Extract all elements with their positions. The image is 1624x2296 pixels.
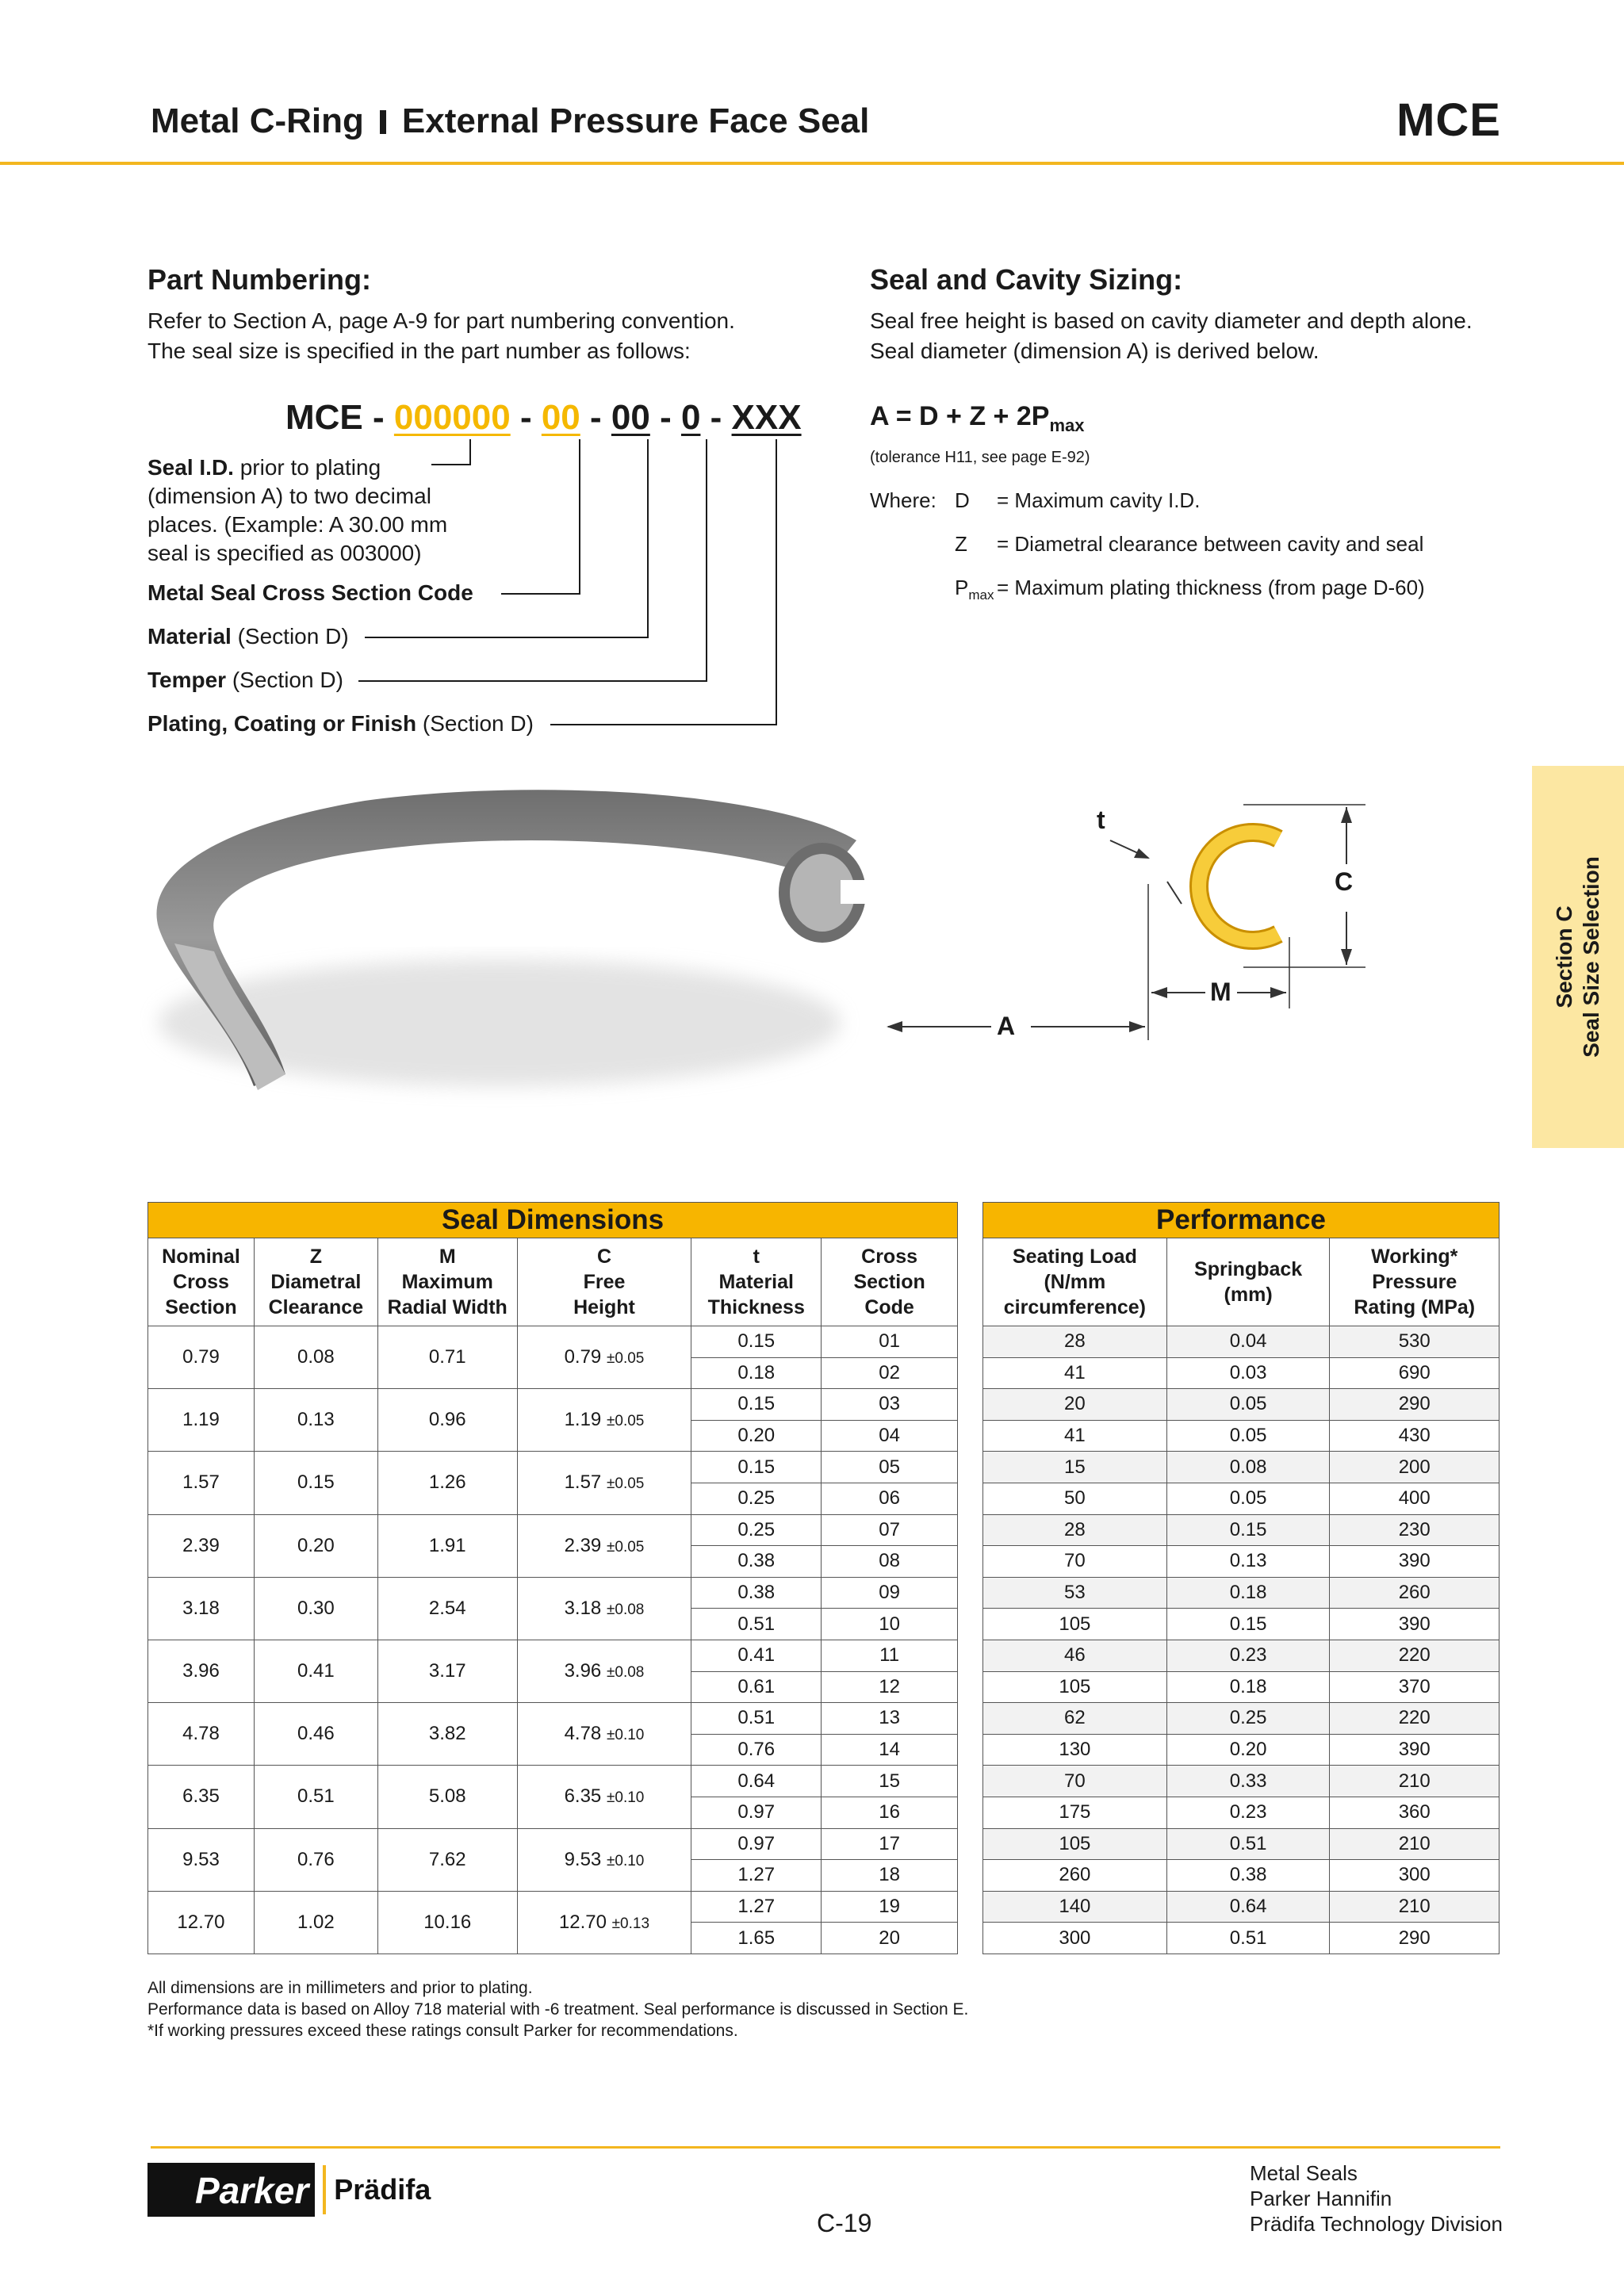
- pressure-rating-cell: 400: [1330, 1483, 1500, 1514]
- seating-load-cell: 28: [983, 1514, 1167, 1546]
- part-numbering-heading: Part Numbering:: [147, 263, 372, 296]
- thickness-cell: 0.20: [691, 1420, 822, 1452]
- c-cell: 2.39 ±0.05: [517, 1514, 691, 1577]
- column-header-top: M: [439, 1246, 456, 1268]
- code-cell: 19: [822, 1891, 958, 1923]
- springback-cell: 0.18: [1166, 1577, 1330, 1609]
- material-label-ref: (Section D): [231, 624, 349, 649]
- column-header-bottom: Maximum Radial Width: [387, 1271, 508, 1318]
- pressure-rating-cell: 360: [1330, 1797, 1500, 1828]
- footer-division: [1250, 2160, 1503, 2237]
- c-cell: 0.79 ±0.05: [517, 1326, 691, 1389]
- table-notes: [147, 1977, 968, 2042]
- code-cell: 14: [822, 1734, 958, 1766]
- column-header: [822, 1238, 958, 1326]
- code-cell: 15: [822, 1766, 958, 1797]
- sizing-intro-line: Seal diameter (dimension A) is derived below.: [870, 339, 1320, 363]
- seal-id-text: (dimension A) to two decimal: [147, 484, 431, 508]
- nominal-cell: 1.57: [148, 1452, 255, 1514]
- seating-load-cell: 70: [983, 1546, 1167, 1578]
- pressure-rating-cell: 430: [1330, 1420, 1500, 1452]
- cross-section-label: [147, 579, 473, 607]
- tolerance: ±0.08: [606, 1664, 645, 1682]
- logo-sub: Prädifa: [334, 2173, 431, 2206]
- z-cell: 0.08: [254, 1326, 377, 1389]
- springback-cell: 0.18: [1166, 1671, 1330, 1703]
- plating-label: [147, 710, 534, 738]
- table-row: [148, 1640, 958, 1671]
- seating-load-cell: 46: [983, 1640, 1167, 1671]
- seating-load-cell: 140: [983, 1891, 1167, 1923]
- pressure-rating-cell: 530: [1330, 1326, 1500, 1358]
- table-row: [148, 1326, 958, 1358]
- m-cell: 0.71: [377, 1326, 517, 1389]
- formula-subscript: max: [1049, 415, 1085, 435]
- thickness-cell: 0.61: [691, 1671, 822, 1703]
- note-line: All dimensions are in millimeters and prior to plating.: [147, 1979, 533, 1997]
- thickness-cell: 0.25: [691, 1514, 822, 1546]
- z-cell: 0.20: [254, 1514, 377, 1577]
- pn-material: 00: [611, 398, 650, 437]
- table-row: [983, 1734, 1500, 1766]
- thickness-cell: 0.97: [691, 1828, 822, 1860]
- springback-cell: 0.05: [1166, 1420, 1330, 1452]
- code-cell: 07: [822, 1514, 958, 1546]
- z-cell: 0.41: [254, 1640, 377, 1702]
- sizing-intro-line: Seal free height is based on cavity diameter and depth alone.: [870, 308, 1473, 333]
- table-row: [148, 1828, 958, 1860]
- seating-load-cell: 62: [983, 1703, 1167, 1735]
- springback-cell: 0.23: [1166, 1640, 1330, 1671]
- column-header: [691, 1238, 822, 1326]
- column-header: [377, 1238, 517, 1326]
- z-cell: 0.30: [254, 1577, 377, 1640]
- m-cell: 1.91: [377, 1514, 517, 1577]
- temper-label-ref: (Section D): [226, 668, 343, 692]
- code-cell: 18: [822, 1860, 958, 1892]
- code-cell: 05: [822, 1452, 958, 1483]
- springback-cell: 0.64: [1166, 1891, 1330, 1923]
- code-cell: 17: [822, 1828, 958, 1860]
- performance-table: [982, 1202, 1500, 1954]
- column-header-top: C: [596, 1246, 611, 1268]
- code-cell: 01: [822, 1326, 958, 1358]
- pn-temper: 0: [680, 398, 701, 437]
- d-definition: = Maximum cavity I.D.: [997, 488, 1201, 512]
- pressure-rating-cell: 390: [1330, 1609, 1500, 1640]
- c-cell: 1.57 ±0.05: [517, 1452, 691, 1514]
- table-row: [983, 1514, 1500, 1546]
- thickness-cell: 0.51: [691, 1609, 822, 1640]
- springback-cell: 0.08: [1166, 1452, 1330, 1483]
- m-cell: 7.62: [377, 1828, 517, 1891]
- springback-cell: 0.25: [1166, 1703, 1330, 1735]
- table-row: [983, 1766, 1500, 1797]
- springback-cell: 0.51: [1166, 1828, 1330, 1860]
- column-header: Working* Pressure Rating (MPa): [1330, 1238, 1500, 1326]
- seating-load-cell: 105: [983, 1828, 1167, 1860]
- label-a: A: [997, 1012, 1016, 1040]
- p-subscript: max: [968, 587, 994, 603]
- nominal-cell: 9.53: [148, 1828, 255, 1891]
- pn-dash: -: [510, 398, 542, 437]
- code-cell: 02: [822, 1357, 958, 1389]
- springback-cell: 0.15: [1166, 1514, 1330, 1546]
- column-header-top: Z: [309, 1246, 322, 1268]
- thickness-cell: 0.18: [691, 1357, 822, 1389]
- code-cell: 06: [822, 1483, 958, 1514]
- pn-plating: XXX: [731, 398, 802, 437]
- m-cell: 1.26: [377, 1452, 517, 1514]
- table-row: [983, 1420, 1500, 1452]
- seal-id-text: places. (Example: A 30.00 mm: [147, 512, 448, 537]
- pressure-rating-cell: 220: [1330, 1703, 1500, 1735]
- tolerance: ±0.10: [606, 1852, 645, 1869]
- table-row: [983, 1891, 1500, 1923]
- footer-line: Parker Hannifin: [1250, 2187, 1392, 2210]
- code-cell: 13: [822, 1703, 958, 1735]
- side-tab-line: Section C: [1552, 905, 1576, 1008]
- tolerance: ±0.13: [611, 1915, 650, 1932]
- nominal-cell: 3.96: [148, 1640, 255, 1702]
- c-cell: 4.78 ±0.10: [517, 1703, 691, 1766]
- code-cell: 16: [822, 1797, 958, 1828]
- product-code: MCE: [1396, 94, 1501, 146]
- table-row: [148, 1891, 958, 1923]
- c-cell: 1.19 ±0.05: [517, 1389, 691, 1452]
- seating-load-cell: 15: [983, 1452, 1167, 1483]
- table-row: [983, 1546, 1500, 1578]
- material-label-bold: Material: [147, 624, 232, 649]
- label-m: M: [1210, 978, 1231, 1006]
- column-header-bottom: Cross Section: [165, 1271, 237, 1318]
- p-symbol: [955, 576, 994, 603]
- table-row: [983, 1609, 1500, 1640]
- tolerance: ±0.05: [606, 1538, 645, 1556]
- where-label: Where:: [870, 488, 936, 512]
- thickness-cell: 0.15: [691, 1389, 822, 1421]
- column-header-bottom: Material Thickness: [707, 1271, 805, 1318]
- springback-cell: 0.05: [1166, 1483, 1330, 1514]
- parker-logo: [147, 2163, 431, 2217]
- c-cell: 9.53 ±0.10: [517, 1828, 691, 1891]
- z-cell: 0.46: [254, 1703, 377, 1766]
- column-header-bottom: Section Code: [853, 1271, 925, 1318]
- table-row: [983, 1860, 1500, 1892]
- seating-load-cell: 300: [983, 1923, 1167, 1954]
- table-row: [983, 1577, 1500, 1609]
- seal-dimensions-title: Seal Dimensions: [148, 1203, 958, 1238]
- code-cell: 11: [822, 1640, 958, 1671]
- code-cell: 09: [822, 1577, 958, 1609]
- pressure-rating-cell: 290: [1330, 1389, 1500, 1421]
- springback-cell: 0.03: [1166, 1357, 1330, 1389]
- label-c: C: [1335, 867, 1354, 896]
- seating-load-cell: 260: [983, 1860, 1167, 1892]
- column-header-bottom: Diametral Clearance: [268, 1271, 364, 1318]
- footer-rule: [151, 2146, 1500, 2149]
- thickness-cell: 0.15: [691, 1326, 822, 1358]
- springback-cell: 0.20: [1166, 1734, 1330, 1766]
- pressure-rating-cell: 210: [1330, 1891, 1500, 1923]
- thickness-cell: 0.97: [691, 1797, 822, 1828]
- table-row: [983, 1828, 1500, 1860]
- code-cell: 04: [822, 1420, 958, 1452]
- footer-line: Metal Seals: [1250, 2161, 1358, 2185]
- column-header-top: Cross: [861, 1246, 918, 1268]
- column-header: [148, 1238, 255, 1326]
- nominal-cell: 1.19: [148, 1389, 255, 1452]
- plating-label-bold: Plating, Coating or Finish: [147, 711, 417, 736]
- tolerance: ±0.08: [606, 1601, 645, 1618]
- m-cell: 0.96: [377, 1389, 517, 1452]
- table-row: [148, 1577, 958, 1609]
- column-header-top: Nominal: [162, 1246, 240, 1268]
- table-row: [983, 1483, 1500, 1514]
- table-row: [983, 1923, 1500, 1954]
- nominal-cell: 6.35: [148, 1766, 255, 1828]
- material-label: [147, 622, 349, 651]
- thickness-cell: 0.76: [691, 1734, 822, 1766]
- springback-cell: 0.51: [1166, 1923, 1330, 1954]
- nominal-cell: 0.79: [148, 1326, 255, 1389]
- footer-line: Prädifa Technology Division: [1250, 2212, 1503, 2236]
- sizing-formula: [870, 401, 1085, 436]
- nominal-cell: 2.39: [148, 1514, 255, 1577]
- plating-label-ref: (Section D): [416, 711, 534, 736]
- c-cell: 12.70 ±0.13: [517, 1891, 691, 1954]
- thickness-cell: 0.25: [691, 1483, 822, 1514]
- page-number: C-19: [817, 2209, 872, 2237]
- m-cell: 2.54: [377, 1577, 517, 1640]
- logo-brand: Parker: [147, 2163, 315, 2217]
- pressure-rating-cell: 690: [1330, 1357, 1500, 1389]
- header-rule: [0, 162, 1624, 165]
- pressure-rating-cell: 230: [1330, 1514, 1500, 1546]
- nominal-cell: 3.18: [148, 1577, 255, 1640]
- section-side-tab: [1532, 766, 1624, 1148]
- cross-section-label-text: Metal Seal Cross Section Code: [147, 580, 473, 605]
- temper-label: [147, 666, 343, 695]
- thickness-cell: 0.38: [691, 1546, 822, 1578]
- c-cell: 6.35 ±0.10: [517, 1766, 691, 1828]
- springback-cell: 0.04: [1166, 1326, 1330, 1358]
- d-symbol: D: [955, 488, 970, 512]
- pressure-rating-cell: 210: [1330, 1766, 1500, 1797]
- side-tab-text: [1551, 856, 1605, 1058]
- column-header: [517, 1238, 691, 1326]
- seating-load-cell: 20: [983, 1389, 1167, 1421]
- seating-load-cell: 50: [983, 1483, 1167, 1514]
- seating-load-cell: 53: [983, 1577, 1167, 1609]
- pn-dash: -: [700, 398, 732, 437]
- performance-title: Performance: [983, 1203, 1500, 1238]
- table-row: [983, 1357, 1500, 1389]
- table-row: [148, 1703, 958, 1735]
- temper-label-bold: Temper: [147, 668, 227, 692]
- note-line: Performance data is based on Alloy 718 material with -6 treatment. Seal performance is discussed in Section E.: [147, 2000, 969, 2019]
- pressure-rating-cell: 390: [1330, 1734, 1500, 1766]
- title-type: External Pressure Face Seal: [401, 101, 870, 140]
- table-row: [983, 1389, 1500, 1421]
- tolerance: ±0.10: [606, 1789, 645, 1807]
- table-row: [148, 1514, 958, 1546]
- intro-line: Refer to Section A, page A-9 for part numbering convention.: [147, 308, 735, 333]
- side-tab-line: Seal Size Selection: [1579, 856, 1603, 1058]
- springback-cell: 0.15: [1166, 1609, 1330, 1640]
- page-title: [151, 101, 869, 141]
- z-symbol: Z: [955, 532, 967, 556]
- pn-dash: -: [580, 398, 611, 437]
- note-line: *If working pressures exceed these ratings consult Parker for recommendations.: [147, 2022, 738, 2040]
- code-cell: 03: [822, 1389, 958, 1421]
- pressure-rating-cell: 290: [1330, 1923, 1500, 1954]
- tolerance: ±0.05: [606, 1413, 645, 1430]
- z-cell: 0.51: [254, 1766, 377, 1828]
- logo-divider: [323, 2165, 326, 2214]
- tolerance: ±0.05: [606, 1475, 645, 1493]
- pn-seal-id: 000000: [393, 398, 511, 437]
- column-header-bottom: Free Height: [573, 1271, 635, 1318]
- table-row: [983, 1703, 1500, 1735]
- label-t: t: [1097, 806, 1105, 834]
- seal-id-text: seal is specified as 003000): [147, 541, 422, 565]
- pressure-rating-cell: 300: [1330, 1860, 1500, 1892]
- pressure-rating-cell: 210: [1330, 1828, 1500, 1860]
- code-cell: 20: [822, 1923, 958, 1954]
- thickness-cell: 1.27: [691, 1891, 822, 1923]
- intro-line: The seal size is specified in the part number as follows:: [147, 339, 691, 363]
- column-header: Seating Load (N/mm circumference): [983, 1238, 1167, 1326]
- seal-id-label: Seal I.D.: [147, 455, 234, 480]
- seating-load-cell: 105: [983, 1609, 1167, 1640]
- z-cell: 1.02: [254, 1891, 377, 1954]
- z-definition: = Diametral clearance between cavity and seal: [997, 532, 1424, 556]
- pressure-rating-cell: 390: [1330, 1546, 1500, 1578]
- seating-load-cell: 175: [983, 1797, 1167, 1828]
- z-cell: 0.13: [254, 1389, 377, 1452]
- seal-dimensions-table: [147, 1202, 958, 1954]
- thickness-cell: 0.41: [691, 1640, 822, 1671]
- m-cell: 3.82: [377, 1703, 517, 1766]
- part-number-template: [285, 398, 802, 438]
- z-cell: 0.76: [254, 1828, 377, 1891]
- m-cell: 5.08: [377, 1766, 517, 1828]
- sizing-intro: [870, 306, 1473, 366]
- z-cell: 0.15: [254, 1452, 377, 1514]
- springback-cell: 0.33: [1166, 1766, 1330, 1797]
- thickness-cell: 1.27: [691, 1860, 822, 1892]
- seal-id-description: [147, 453, 447, 568]
- code-cell: 10: [822, 1609, 958, 1640]
- thickness-cell: 0.51: [691, 1703, 822, 1735]
- nominal-cell: 4.78: [148, 1703, 255, 1766]
- thickness-cell: 0.38: [691, 1577, 822, 1609]
- pressure-rating-cell: 220: [1330, 1640, 1500, 1671]
- pressure-rating-cell: 200: [1330, 1452, 1500, 1483]
- thickness-cell: 0.64: [691, 1766, 822, 1797]
- code-cell: 12: [822, 1671, 958, 1703]
- table-row: [983, 1452, 1500, 1483]
- formula-text: A = D + Z + 2P: [870, 401, 1050, 431]
- cross-section-diagram: [872, 793, 1380, 1054]
- c-cell: 3.96 ±0.08: [517, 1640, 691, 1702]
- seating-load-cell: 70: [983, 1766, 1167, 1797]
- column-header-top: t: [753, 1246, 760, 1268]
- pn-dash: -: [649, 398, 681, 437]
- pressure-rating-cell: 260: [1330, 1577, 1500, 1609]
- tolerance-note: (tolerance H11, see page E-92): [870, 449, 1090, 466]
- springback-cell: 0.13: [1166, 1546, 1330, 1578]
- title-separator: [380, 110, 386, 134]
- seating-load-cell: 130: [983, 1734, 1167, 1766]
- pn-prefix: MCE -: [285, 398, 394, 437]
- seating-load-cell: 41: [983, 1357, 1167, 1389]
- table-row: [983, 1671, 1500, 1703]
- table-row: [148, 1389, 958, 1421]
- table-row: [983, 1326, 1500, 1358]
- p-letter: P: [955, 576, 969, 599]
- table-row: [148, 1452, 958, 1483]
- seating-load-cell: 28: [983, 1326, 1167, 1358]
- pn-cross-section: 00: [541, 398, 580, 437]
- springback-cell: 0.05: [1166, 1389, 1330, 1421]
- table-row: [983, 1640, 1500, 1671]
- p-definition: = Maximum plating thickness (from page D-60): [997, 576, 1425, 599]
- nominal-cell: 12.70: [148, 1891, 255, 1954]
- table-row: [983, 1797, 1500, 1828]
- springback-cell: 0.23: [1166, 1797, 1330, 1828]
- sizing-heading: Seal and Cavity Sizing:: [870, 263, 1183, 296]
- m-cell: 10.16: [377, 1891, 517, 1954]
- column-header: Springback (mm): [1166, 1238, 1330, 1326]
- thickness-cell: 0.15: [691, 1452, 822, 1483]
- title-product: Metal C-Ring: [151, 101, 364, 140]
- m-cell: 3.17: [377, 1640, 517, 1702]
- tolerance: ±0.05: [606, 1350, 645, 1368]
- c-ring-illustration: [127, 761, 904, 1126]
- seal-id-text: prior to plating: [233, 455, 381, 480]
- table-row: [148, 1766, 958, 1797]
- tolerance: ±0.10: [606, 1727, 645, 1744]
- seating-load-cell: 105: [983, 1671, 1167, 1703]
- seating-load-cell: 41: [983, 1420, 1167, 1452]
- c-cell: 3.18 ±0.08: [517, 1577, 691, 1640]
- code-cell: 08: [822, 1546, 958, 1578]
- thickness-cell: 1.65: [691, 1923, 822, 1954]
- column-header: [254, 1238, 377, 1326]
- part-numbering-intro: [147, 306, 735, 366]
- pressure-rating-cell: 370: [1330, 1671, 1500, 1703]
- springback-cell: 0.38: [1166, 1860, 1330, 1892]
